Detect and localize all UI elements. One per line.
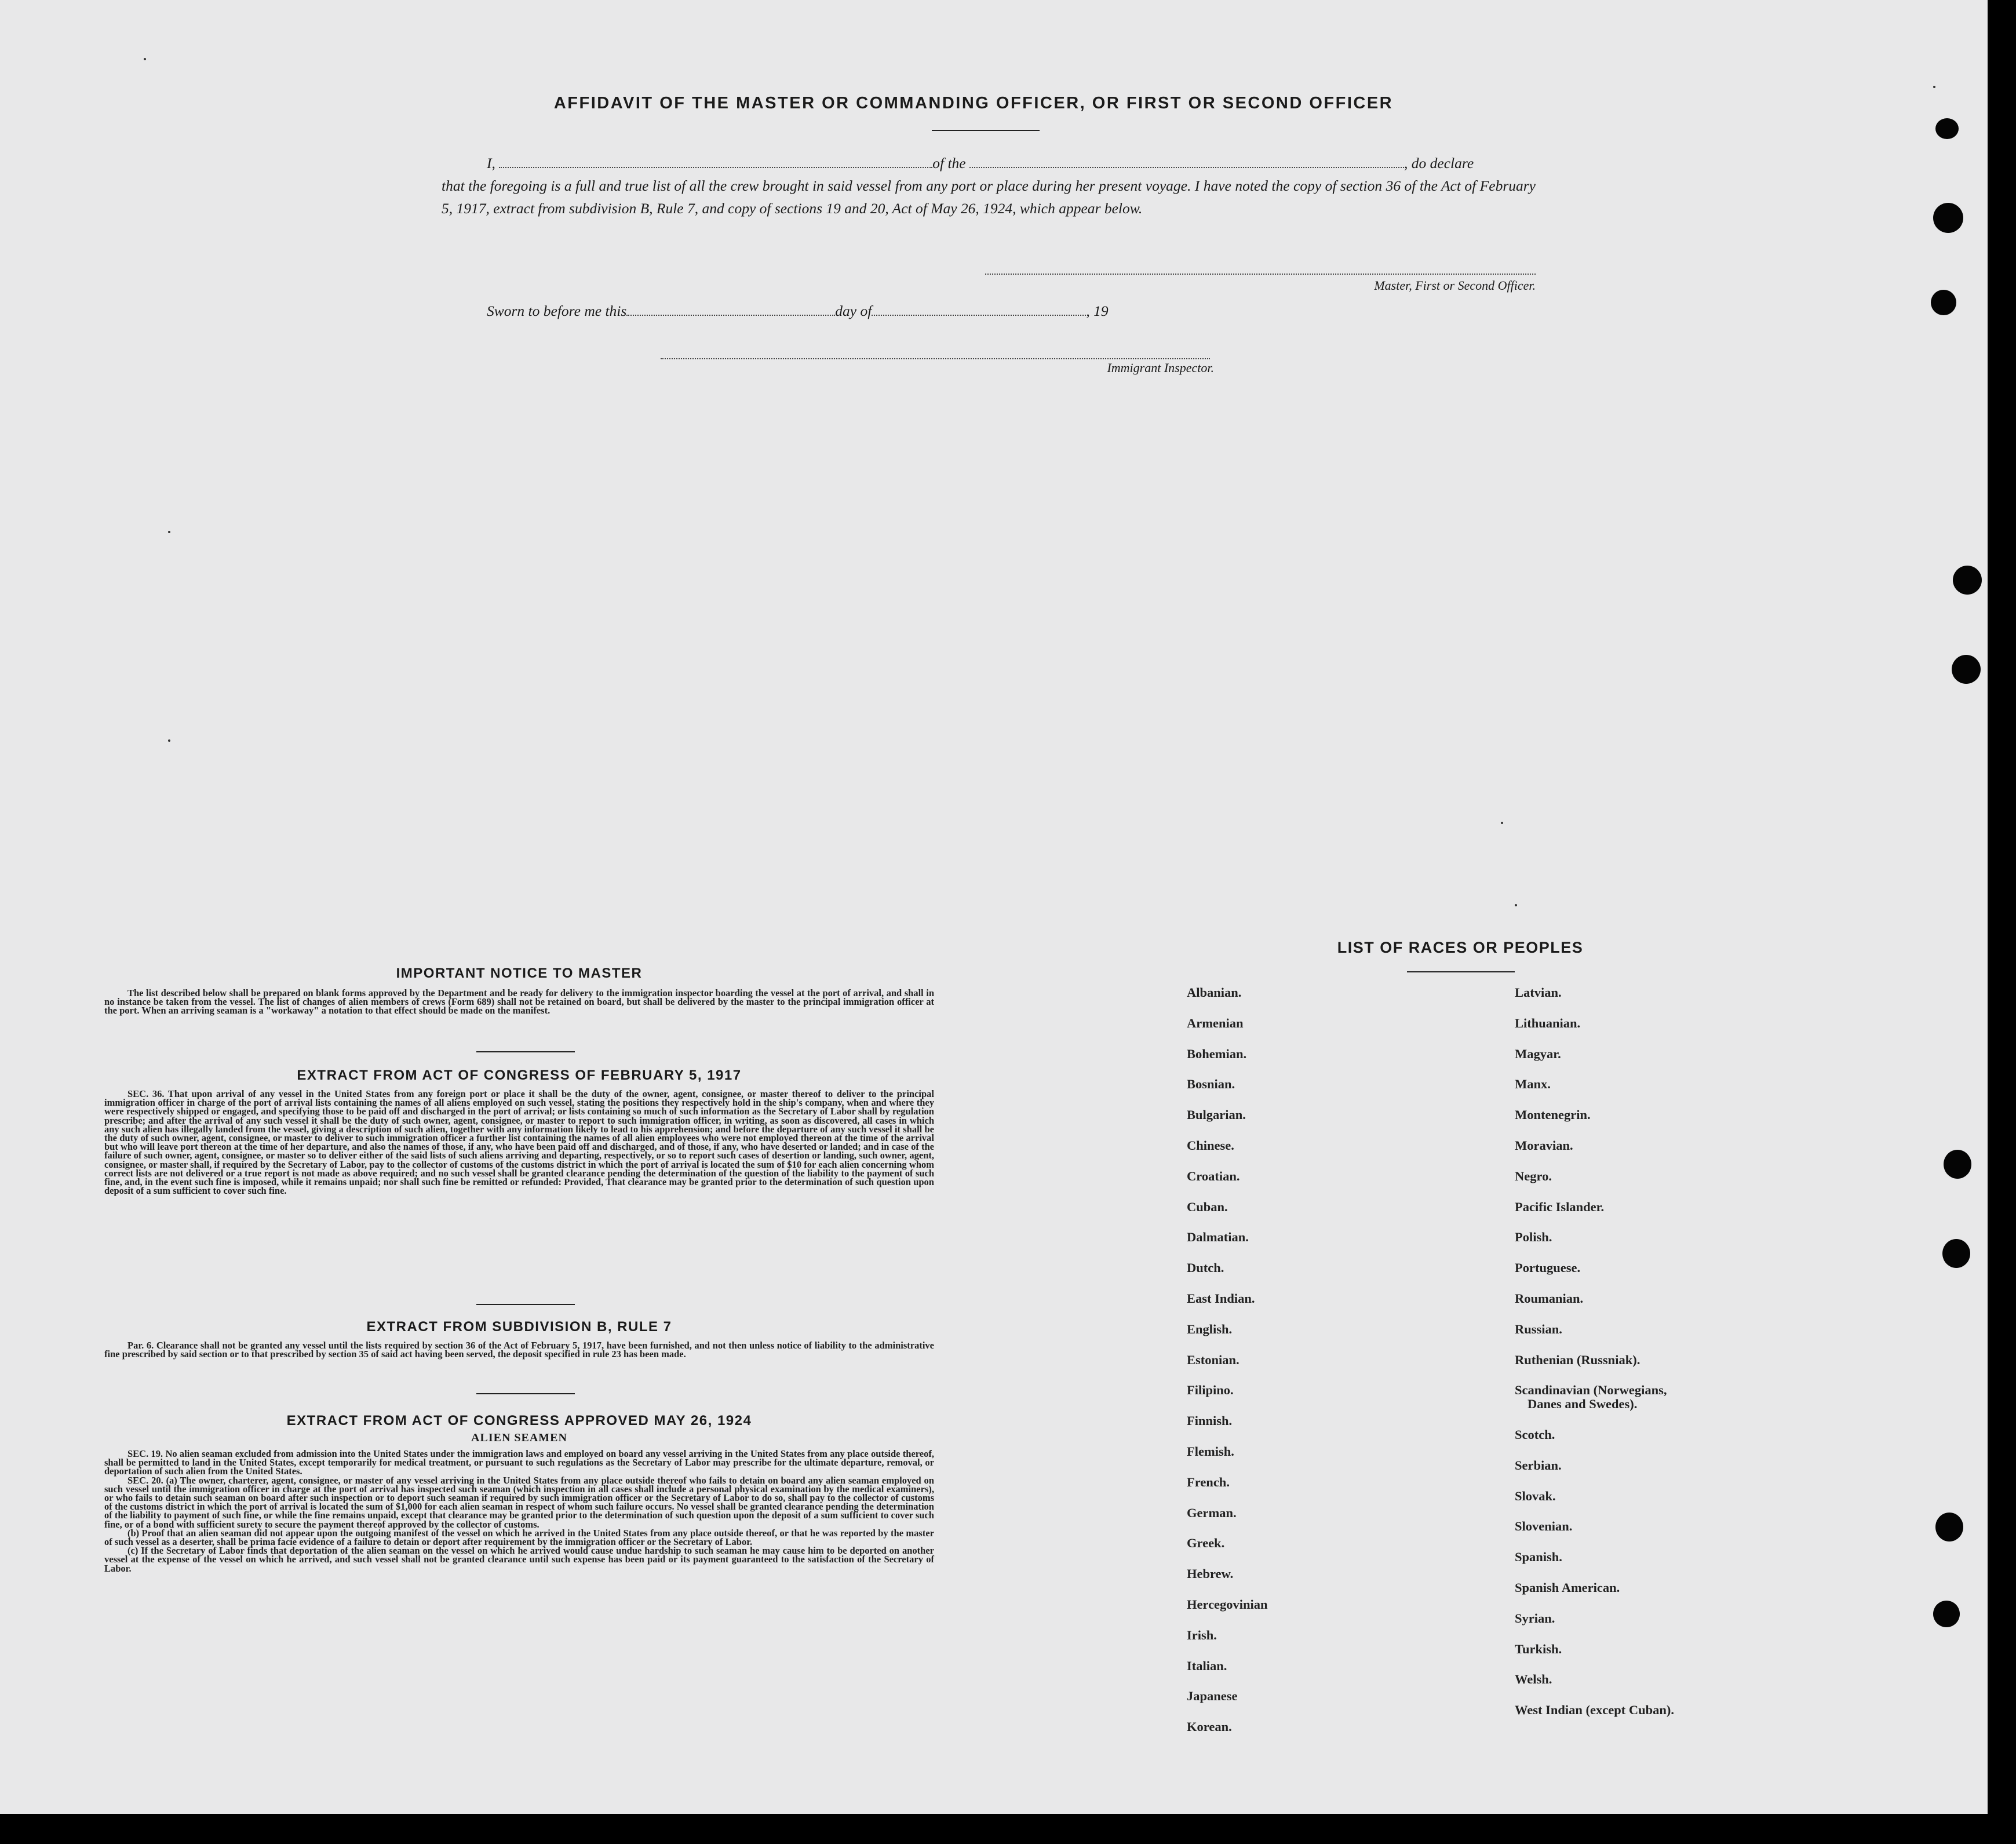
race-item: Croatian. <box>1187 1168 1240 1183</box>
alien-seamen-subtitle: ALIEN SEAMEN <box>471 1431 567 1444</box>
sworn-line <box>487 303 1109 320</box>
declare-label: , do declare <box>1404 155 1474 172</box>
race-item: Armenian <box>1187 1015 1244 1030</box>
race-item: Manx. <box>1515 1077 1551 1092</box>
binder-hole <box>1953 566 1982 595</box>
declaration-line <box>442 152 1536 174</box>
binder-hole <box>1935 1513 1963 1541</box>
race-item: Japanese <box>1187 1689 1238 1704</box>
extract-1917-text <box>104 1089 934 1195</box>
race-item: Greek. <box>1187 1536 1225 1551</box>
race-item: Hercegovinian <box>1187 1597 1268 1612</box>
race-item: Scandinavian (Norwegians, <box>1515 1383 1667 1398</box>
race-item: French. <box>1187 1474 1230 1489</box>
race-item: English. <box>1187 1321 1233 1336</box>
race-item: Spanish. <box>1515 1550 1562 1565</box>
race-item: German. <box>1187 1505 1237 1520</box>
race-item: Latvian. <box>1515 985 1562 1000</box>
extract-1917-divider <box>476 1304 575 1305</box>
notice-paragraph: The list described below shall be prepared on blank forms approved by the Department and be ready for delivery to the immigration inspector boarding the vessel at the port of arrival, and shall in no instance be taken from the vessel. The list of changes of alien members of crews (Form 689) shall not be retained on board, but shall be delivered by the master to the principal immigration officer at the port. When an arriving seaman is a "workaway" a notation to that effect should be made on the manifest. <box>104 987 934 1016</box>
notice-section <box>104 965 934 1015</box>
scan-speck <box>1515 904 1517 906</box>
sec-20c-paragraph: (c) If the Secretary of Labor finds that deportation of the alien seaman on the vessel on which he arrived would cause undue hardship to such seaman he may cause him to be deported on another vessel at the expense of the vessel on which he arrived, and such vessel shall not be granted clearance until such expense has been paid or its payment guaranteed to the satisfaction of the Secretary of Labor. <box>104 1545 934 1574</box>
race-item: Dalmatian. <box>1187 1230 1249 1245</box>
race-item: Pacific Islander. <box>1515 1199 1605 1214</box>
race-item: Hebrew. <box>1187 1566 1234 1581</box>
race-item: Chinese. <box>1187 1138 1234 1153</box>
of-the-label: of the <box>932 155 966 172</box>
race-item: Bulgarian. <box>1187 1107 1246 1123</box>
affidavit-title: AFFIDAVIT OF THE MASTER OR COMMANDING OFFICER, OR FIRST OR SECOND OFFICER <box>553 94 1394 112</box>
race-item: Welsh. <box>1515 1672 1552 1687</box>
race-item: Albanian. <box>1187 985 1242 1000</box>
binder-hole <box>1933 1601 1960 1627</box>
binder-hole <box>1942 1239 1970 1268</box>
race-item: Turkish. <box>1515 1641 1562 1656</box>
scan-speck <box>1933 86 1935 88</box>
extract-1917-title: EXTRACT FROM ACT OF CONGRESS OF FEBRUARY 5, 1917 <box>297 1067 742 1083</box>
sec-20a-paragraph: SEC. 20. (a) The owner, charterer, agent, consignee, or master of any vessel arriving in the United States from any place outside thereof who fails to detain on board any alien seaman employed on such vessel until the immigration officer in charge at the port of arrival has inspected such seaman (which inspection in all cases shall include a personal physical examination by the medical examiners), or who fails to detain such seaman on board after such inspection or to deport such seaman if required by such immigration officer or the Secretary of Labor to do so, shall pay to the collector of customs of the customs district in which the port of arrival is located the sum of $1,000 for each alien seaman in respect of whom such failure occurs. No vessel shall be granted clearance pending the determination of the liability to payment of such fine, or while the fine remains unpaid, except that clearance may be granted prior to the determination of such question upon the deposit of a sum sufficient to cover such fine, or of a bond with sufficient surety to secure the payment thereof approved by the collector of customs. <box>104 1474 934 1530</box>
race-item: Bosnian. <box>1187 1077 1235 1092</box>
race-item: Magyar. <box>1515 1046 1561 1061</box>
race-item: Ruthenian (Russniak). <box>1515 1352 1640 1367</box>
race-item: Korean. <box>1187 1719 1232 1734</box>
notice-divider <box>476 1051 575 1052</box>
sec-19-paragraph: SEC. 19. No alien seaman excluded from admission into the United States under the immigration laws and employed on board any vessel arriving in the United States from any place outside thereof, shall be permitted to land in the United States, except temporarily for medical treatment, or pursuant to such regulations as the Secretary of Labor may prescribe for the ultimate departure, removal, or deportation of such alien from the United States. <box>104 1448 934 1477</box>
title-divider <box>932 130 1040 131</box>
extract-1917-section <box>104 1067 934 1195</box>
vessel-blank[interactable] <box>969 167 1404 168</box>
sec-19-text <box>104 1449 934 1476</box>
race-item: Serbian. <box>1515 1457 1562 1473</box>
par-6-paragraph: Par. 6. Clearance shall not be granted any vessel until the lists required by section 36 of the Act of February 5, 1917, have been furnished, and not then unless notice of liability to the administrative fine prescribed by said section or to that prescribed by section 35 of said act having been served, the deposit specified in rule 23 has been made. <box>104 1340 934 1360</box>
sec-36-paragraph: SEC. 36. That upon arrival of any vessel in the United States from any foreign port or place it shall be the duty of the owner, agent, consignee, or master thereof to deliver to the principal immigration officer in charge of the port of arrival lists containing the names of all aliens employed on such vessel, stating the positions they respectively hold in the ship's company, when and where they were respectively shipped or engaged, and specifying those to be paid off and discharged in the port of arrival; or lists containing so much of such information as the Secretary of Labor shall by regulation prescribe; and after the arrival of any such vessel it shall be the duty of such owner, agent, consignee, or master to report to such immigration officer, in writing, as soon as discovered, all cases in which any such alien has illegally landed from the vessel, giving a description of such alien, together with any information likely to lead to his apprehension; and before the departure of any such vessel it shall be the duty of such owner, agent, consignee, or master to deliver to such immigration officer a further list containing the names of all alien employees who were not employed thereon at the time of the arrival but who will leave port thereon at the time of her departure, and also the names of those, if any, who have been paid off and discharged, and of those, if any, who have deserted or landed; and in case of the failure of such owner, agent, consignee, or master so to deliver either of the said lists of such aliens arriving and departing, respectively, or so to report such cases of desertion or landing, such owner, agent, consignee, or master shall, if required by the Secretary of Labor, pay to the collector of customs of the customs district in which the port of arrival is located the sum of $10 for each alien concerning whom correct lists are not delivered or a true report is not made as above required; and no such vessel shall be granted clearance pending the determination of the question of the liability to the payment of such fine, and, in the event such fine is imposed, while it remains unpaid; nor shall such fine be remitted or refunded: Provided, That clearance may be granted prior to the determination of such question upon deposit of a sum sufficient to cover such fine. <box>104 1088 934 1197</box>
sec-20a-text <box>104 1476 934 1529</box>
race-item: Filipino. <box>1187 1383 1234 1398</box>
scan-speck <box>1501 822 1503 824</box>
notice-text <box>104 989 934 1015</box>
extract-rule7-text <box>104 1341 934 1358</box>
race-item: Lithuanian. <box>1515 1015 1581 1030</box>
race-item: Spanish American. <box>1515 1580 1620 1595</box>
race-item: Montenegrin. <box>1515 1107 1591 1123</box>
master-label: Master, First or Second Officer. <box>1374 278 1536 293</box>
race-item: Irish. <box>1187 1627 1217 1642</box>
race-item: Danes and Swedes). <box>1528 1397 1638 1412</box>
name-blank[interactable] <box>499 167 932 168</box>
races-divider <box>1407 971 1515 972</box>
binder-hole <box>1933 203 1963 233</box>
sec-20b-text <box>104 1529 934 1546</box>
race-item: Polish. <box>1515 1230 1552 1245</box>
extract-rule7-section <box>104 1319 934 1358</box>
binder-hole <box>1952 655 1981 684</box>
race-item: Estonian. <box>1187 1352 1240 1367</box>
binder-hole <box>1931 290 1956 315</box>
scan-speck <box>168 739 170 742</box>
race-item: Moravian. <box>1515 1138 1573 1153</box>
race-item: Italian. <box>1187 1658 1227 1673</box>
master-signature-line[interactable] <box>985 274 1536 275</box>
race-item: Slovak. <box>1515 1488 1556 1503</box>
inspector-label: Immigrant Inspector. <box>1107 360 1214 375</box>
race-item: Russian. <box>1515 1321 1562 1336</box>
binder-hole <box>1935 118 1959 139</box>
sworn-month-blank[interactable] <box>872 315 1086 316</box>
race-item: East Indian. <box>1187 1291 1255 1306</box>
race-item: Portuguese. <box>1515 1260 1581 1276</box>
day-of-label: day of <box>835 303 872 319</box>
race-item: Syrian. <box>1515 1610 1555 1626</box>
race-item: Bohemian. <box>1187 1046 1247 1061</box>
sworn-day-blank[interactable] <box>626 315 835 316</box>
race-item: Scotch. <box>1515 1427 1555 1442</box>
sec-20c-text <box>104 1546 934 1573</box>
races-title: LIST OF RACES OR PEOPLES <box>1337 939 1584 956</box>
extract-rule7-divider <box>476 1393 575 1394</box>
race-item: Negro. <box>1515 1168 1552 1183</box>
extract-1924-title: EXTRACT FROM ACT OF CONGRESS APPROVED MAY 26, 1924 <box>286 1413 752 1428</box>
extract-1924-section <box>104 1413 934 1573</box>
race-item: Dutch. <box>1187 1260 1224 1276</box>
binder-hole <box>1944 1150 1971 1179</box>
race-item: Roumanian. <box>1515 1291 1584 1306</box>
inspector-signature-line[interactable] <box>661 358 1210 359</box>
sec-20b-paragraph: (b) Proof that an alien seaman did not appear upon the outgoing manifest of the vessel on which he arrived in the United States from any place outside thereof, or that he was reported by the master of such vessel as a deserter, shall be prima facie evidence of a failure to detain or deport after requirement by the immigration officer or the Secretary of Labor. <box>104 1527 934 1548</box>
race-item: Cuban. <box>1187 1199 1228 1214</box>
race-item: West Indian (except Cuban). <box>1515 1703 1675 1718</box>
scan-speck <box>168 531 170 533</box>
notice-title: IMPORTANT NOTICE TO MASTER <box>396 965 643 981</box>
affidavit-body <box>442 152 1536 220</box>
race-item: Finnish. <box>1187 1413 1233 1428</box>
race-item: Flemish. <box>1187 1444 1234 1459</box>
declaration-text: that the foregoing is a full and true list of all the crew brought in said vessel from any port or place during her present voyage. I have noted the copy of section 36 of the Act of February 5, 1917, extract from subdivision B, Rule 7, and copy of sections 19 and 20, Act of May 26, 1924, which appear below. <box>442 177 1536 217</box>
i-label: I, <box>487 155 495 172</box>
extract-rule7-title: EXTRACT FROM SUBDIVISION B, RULE 7 <box>366 1319 672 1335</box>
race-item: Slovenian. <box>1515 1519 1573 1534</box>
scan-speck <box>144 58 146 60</box>
year-label: , 19 <box>1086 303 1109 319</box>
sworn-label: Sworn to before me this <box>487 303 627 319</box>
